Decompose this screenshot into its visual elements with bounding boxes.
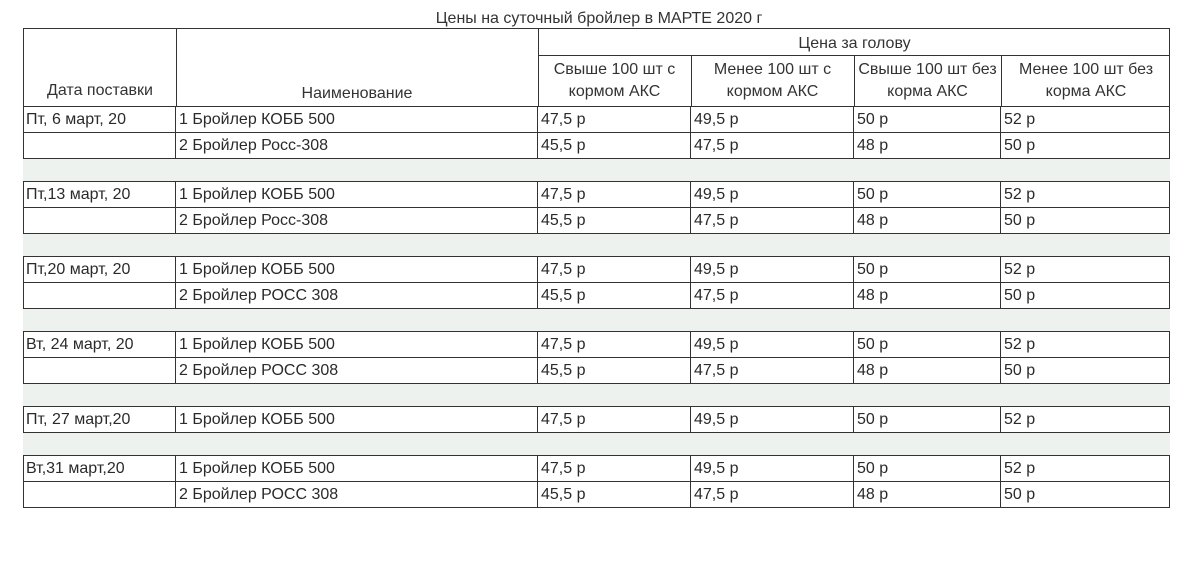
header-price-3: Свыше 100 шт без корма АКС xyxy=(858,61,997,100)
price-cell: 49,5 р xyxy=(690,182,853,208)
date-group xyxy=(23,181,1170,234)
price-cell: 50 р xyxy=(853,332,1000,358)
delivery-date: Вт, 24 март, 20 xyxy=(26,336,134,353)
price-cell: 47,5 р xyxy=(537,332,690,358)
price-cell: 50 р xyxy=(853,182,1000,208)
product-name: 1 Бройлер КОББ 500 xyxy=(175,182,537,208)
product-name: 1 Бройлер КОББ 500 xyxy=(175,456,537,482)
table-body xyxy=(23,107,1170,508)
product-name: 1 Бройлер КОББ 500 xyxy=(175,407,537,433)
price-cell: 47,5 р xyxy=(537,456,690,482)
price-cell: 50 р xyxy=(853,107,1000,133)
delivery-date xyxy=(23,208,175,234)
price-cell: 47,5 р xyxy=(690,208,853,234)
price-cell: 52 р xyxy=(1000,332,1170,358)
group-separator xyxy=(23,384,1170,406)
group-separator xyxy=(23,234,1170,256)
price-cell: 45,5 р xyxy=(537,133,690,159)
table-row xyxy=(23,482,1170,508)
price-cell: 45,5 р xyxy=(537,482,690,508)
price-cell: 47,5 р xyxy=(690,482,853,508)
product-name: 2 Бройлер РОСС 308 xyxy=(175,482,537,508)
group-separator xyxy=(23,159,1170,181)
price-cell: 52 р xyxy=(1000,456,1170,482)
table-row xyxy=(23,182,1170,208)
price-cell: 50 р xyxy=(853,257,1000,283)
product-name: 2 Бройлер Росс-308 xyxy=(175,133,537,159)
table-row xyxy=(23,407,1170,433)
delivery-date: Пт, 6 март, 20 xyxy=(26,111,126,128)
header-price-4: Менее 100 шт без корма АКС xyxy=(1018,61,1154,100)
price-cell: 45,5 р xyxy=(537,358,690,384)
price-cell: 50 р xyxy=(1000,133,1170,159)
date-group xyxy=(23,406,1170,433)
delivery-date: Пт, 27 март,20 xyxy=(26,411,131,428)
delivery-date xyxy=(23,283,175,309)
page-title: Цены на суточный бройлер в МАРТЕ 2020 г xyxy=(435,10,763,27)
price-cell: 52 р xyxy=(1000,107,1170,133)
price-cell: 47,5 р xyxy=(537,257,690,283)
price-cell: 49,5 р xyxy=(690,456,853,482)
price-cell: 48 р xyxy=(853,482,1000,508)
price-cell: 49,5 р xyxy=(690,107,853,133)
group-separator xyxy=(23,309,1170,331)
product-name: 2 Бройлер Росс-308 xyxy=(175,208,537,234)
price-cell: 49,5 р xyxy=(690,332,853,358)
price-cell: 48 р xyxy=(853,283,1000,309)
header-date: Дата поставки xyxy=(47,82,153,99)
table-row xyxy=(23,133,1170,159)
price-cell: 47,5 р xyxy=(690,283,853,309)
product-name: 1 Бройлер КОББ 500 xyxy=(175,107,537,133)
table-row xyxy=(23,358,1170,384)
table-row xyxy=(23,257,1170,283)
delivery-date: Пт,20 март, 20 xyxy=(26,261,131,278)
price-cell: 48 р xyxy=(853,208,1000,234)
delivery-date xyxy=(23,482,175,508)
product-name: 2 Бройлер РОСС 308 xyxy=(175,358,537,384)
table-row xyxy=(23,283,1170,309)
price-cell: 47,5 р xyxy=(537,107,690,133)
date-group xyxy=(23,107,1170,159)
product-name: 2 Бройлер РОСС 308 xyxy=(175,283,537,309)
header-price-2: Менее 100 шт с кормом АКС xyxy=(713,61,832,100)
header-price-group: Цена за голову xyxy=(798,35,911,52)
price-cell: 50 р xyxy=(1000,208,1170,234)
price-cell: 49,5 р xyxy=(690,257,853,283)
delivery-date xyxy=(23,133,175,159)
product-name: 1 Бройлер КОББ 500 xyxy=(175,257,537,283)
delivery-date: Пт,13 март, 20 xyxy=(26,186,131,203)
price-cell: 47,5 р xyxy=(537,407,690,433)
price-cell: 48 р xyxy=(853,133,1000,159)
price-cell: 50 р xyxy=(853,407,1000,433)
price-cell: 45,5 р xyxy=(537,283,690,309)
table-row xyxy=(23,208,1170,234)
date-group xyxy=(23,256,1170,309)
price-cell: 47,5 р xyxy=(537,182,690,208)
price-cell: 45,5 р xyxy=(537,208,690,234)
price-cell: 48 р xyxy=(853,358,1000,384)
header-name: Наименование xyxy=(301,85,413,102)
delivery-date xyxy=(23,358,175,384)
product-name: 1 Бройлер КОББ 500 xyxy=(175,332,537,358)
price-cell: 50 р xyxy=(853,456,1000,482)
price-cell: 50 р xyxy=(1000,482,1170,508)
group-separator xyxy=(23,433,1170,455)
price-cell: 50 р xyxy=(1000,358,1170,384)
price-table xyxy=(23,28,1170,508)
price-cell: 49,5 р xyxy=(690,407,853,433)
price-cell: 52 р xyxy=(1000,407,1170,433)
price-cell: 47,5 р xyxy=(690,133,853,159)
price-cell: 52 р xyxy=(1000,182,1170,208)
date-group xyxy=(23,331,1170,384)
date-group xyxy=(23,455,1170,508)
table-row xyxy=(23,332,1170,358)
table-header xyxy=(23,28,1170,107)
price-cell: 47,5 р xyxy=(690,358,853,384)
table-row xyxy=(23,456,1170,482)
table-row xyxy=(23,107,1170,133)
header-price-1: Свыше 100 шт с кормом АКС xyxy=(553,61,676,100)
price-cell: 50 р xyxy=(1000,283,1170,309)
price-cell: 52 р xyxy=(1000,257,1170,283)
delivery-date: Вт,31 март,20 xyxy=(26,460,125,477)
